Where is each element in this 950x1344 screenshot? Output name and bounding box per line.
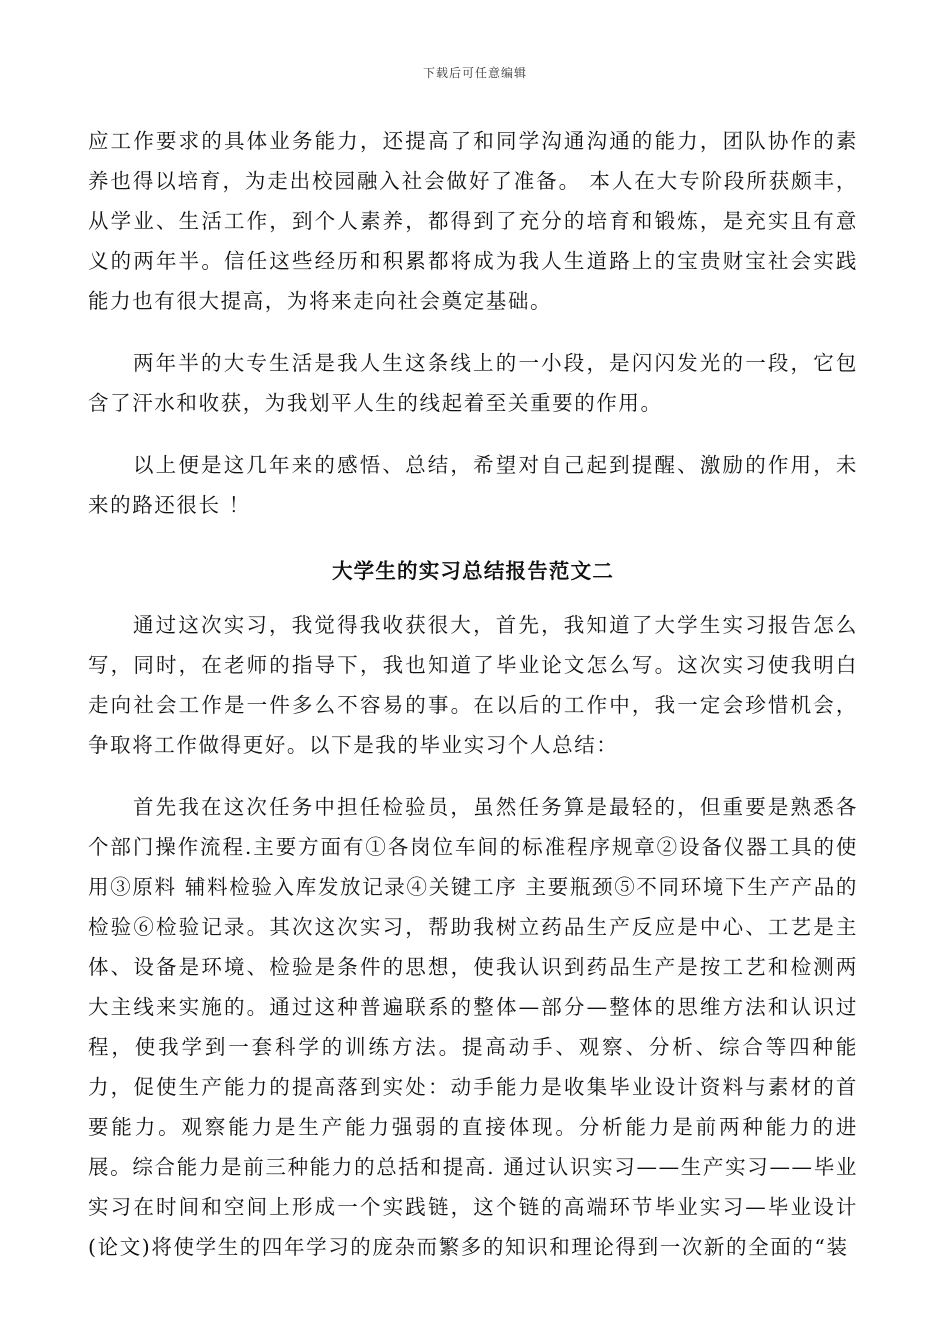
paragraph: 两年半的大专生活是我人生这条线上的一小段，是闪闪发光的一段，它包含了汗水和收获，为我划平人生的线起着至关重要的作用。 [88, 351, 858, 415]
page-header: 下载后可任意编辑 [422, 66, 527, 80]
paragraph: 首先我在这次任务中担任检验员，虽然任务算是最轻的，但重要是熟悉各个部门操作流程.主要方面有①各岗位车间的标准程序规章②设备仪器工具的使用③原料 辅料检验入库发放记录④关键工序 主要瓶颈⑤不同环境下生产产品的检验⑥检验记录。其次这次实习，帮助我树立药品生产反应是中心、工艺是主体、设备是环境、检验是条件的思想，使我认识到药品生产是按工艺和检测两大主线来实施的。通过这种普遍联系的整体—部分—整体的思维方法和认识过程，使我学到一套科学的训练方法。提高动手、观察、分析、综合等四种能力，促使生产能力的提高落到实处：动手能力是收集毕业设计资料与素材的首要能力。观察能力是生产能力强弱的直接体现。分析能力是前两种能力的进展。综合能力是前三种能力的总括和提高. 通过认识实习——生产实习——毕业实习在时间和空间上形成一个实践链，这个链的高端环节毕业实习—毕业设计(论文)将使学生的四年学习的庞杂而繁多的知识和理论得到一次新的全面的“装 [88, 795, 858, 1259]
paragraph: 以上便是这几年来的感悟、总结，希望对自己起到提醒、激励的作用，未来的路还很长 ！ [88, 453, 858, 517]
paragraph: 通过这次实习，我觉得我收获很大，首先，我知道了大学生实习报告怎么写，同时，在老师的指导下，我也知道了毕业论文怎么写。这次实习使我明白走向社会工作是一件多么不容易的事。在以后的工作中，我一定会珍惜机会，争取将工作做得更好。以下是我的毕业实习个人总结： [88, 613, 858, 757]
document-body [88, 121, 858, 1267]
paragraph-continuation: 应工作要求的具体业务能力，还提高了和同学沟通沟通的能力，团队协作的素养也得以培育，为走出校园融入社会做好了准备。 本人在大专阶段所获颇丰，从学业、生活工作，到个人素养，都得到了充分的培育和锻炼，是充实且有意义的两年半。信任这些经历和积累都将成为我人生道路上的宝贵财宝社会实践能力也有很大提高，为将来走向社会奠定基础。 [88, 129, 858, 313]
section-title: 大学生的实习总结报告范文二 [331, 559, 615, 583]
